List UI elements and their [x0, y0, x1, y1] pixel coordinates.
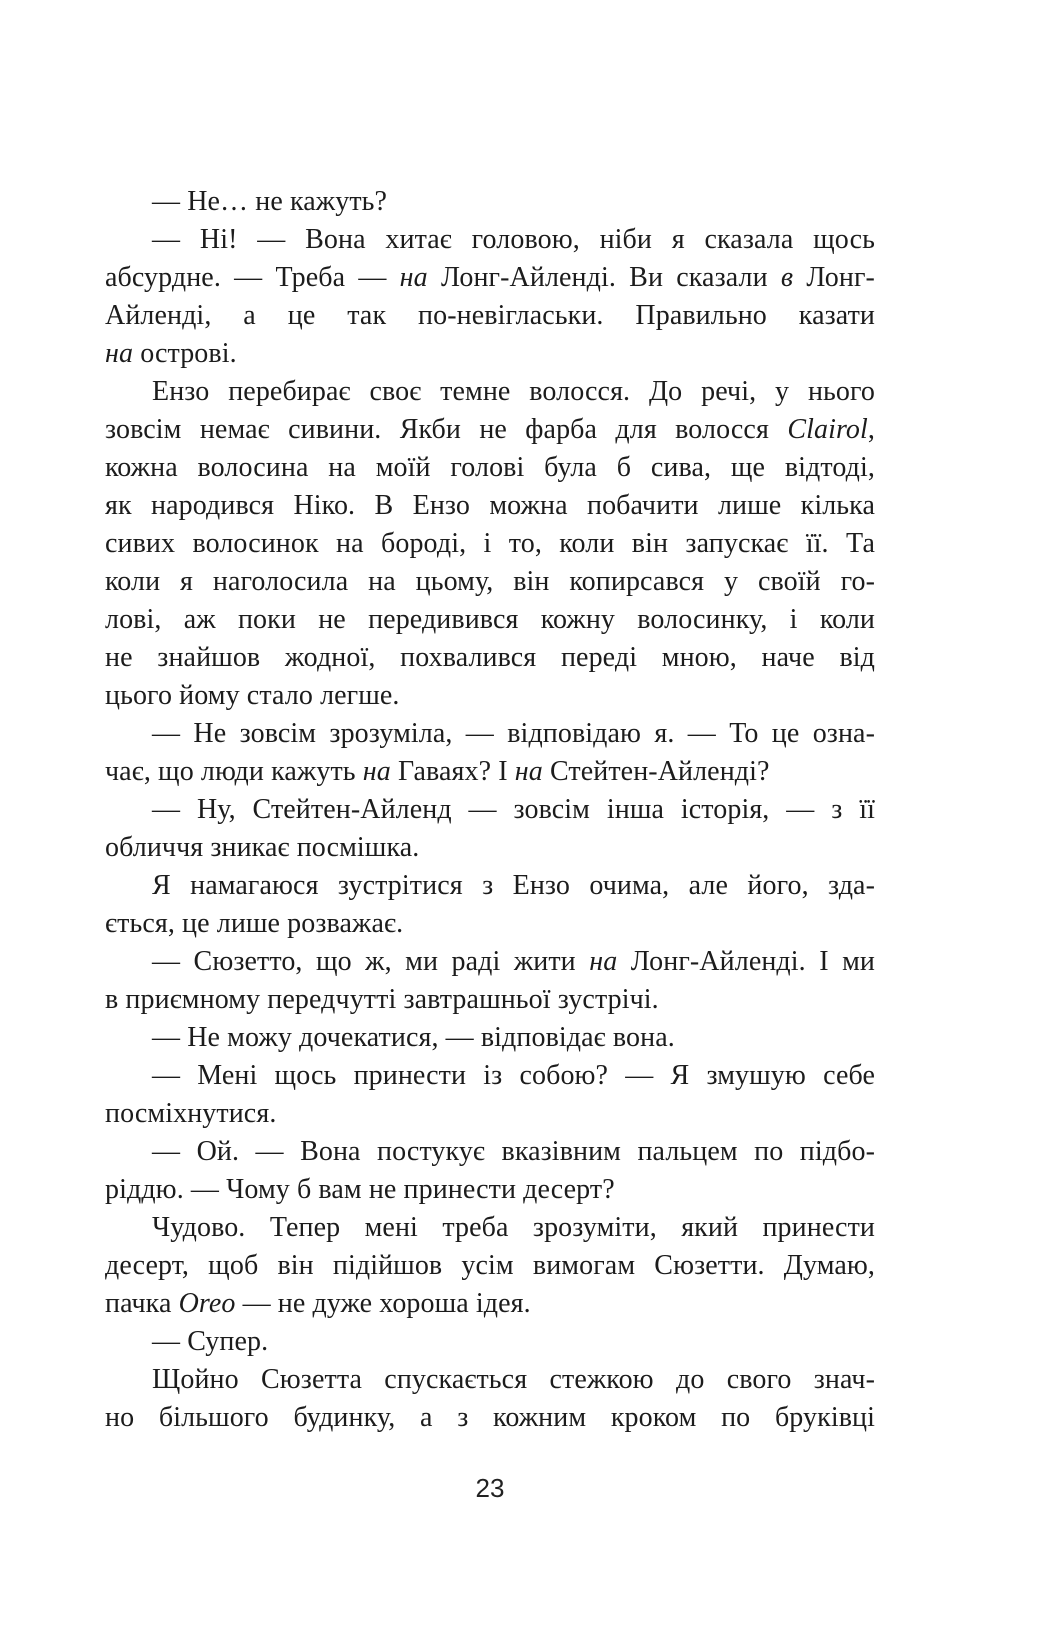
body-text: пачка [105, 1288, 179, 1319]
text-line [105, 829, 875, 867]
text-line [105, 1095, 875, 1133]
body-text: Лонг-Айленді. І ми [617, 946, 875, 977]
text-line [105, 221, 875, 259]
text-block [105, 183, 875, 1437]
text-line [105, 791, 875, 829]
italic-text: на [105, 338, 134, 369]
italic-text: в [780, 262, 794, 293]
italic-text: на [362, 756, 391, 787]
body-text: — Сюзетто, що ж, ми раді жити [152, 946, 590, 977]
body-text: кожна волосина на моїй голові була б сива, ще відтоді, [105, 452, 875, 483]
body-text: не знайшов жодної, похвалився переді мною, наче від [105, 642, 875, 673]
text-line [105, 449, 875, 487]
text-line [105, 1285, 875, 1323]
text-line [105, 1247, 875, 1285]
body-text: в приємному передчутті завтрашньої зустрічі. [105, 984, 659, 1015]
body-text: — Ну, Стейтен-Айленд — зовсім інша історія, — з її [152, 794, 875, 825]
body-text: — Не зовсім зрозуміла, — відповідаю я. — То це озна- [152, 718, 875, 749]
body-text: Лонг-Айленді. Ви сказали [427, 262, 781, 293]
body-text: Лонг- [793, 262, 875, 293]
body-text: — Не можу дочекатися, — відповідає вона. [152, 1022, 675, 1053]
text-line [105, 867, 875, 905]
body-text: зовсім немає сивини. Якби не фарба для волосся [105, 414, 788, 445]
body-text: ріддю. — Чому б вам не принести десерт? [105, 1174, 615, 1205]
body-text: Щойно Сюзетта спускається стежкою до свого знач- [152, 1364, 875, 1395]
text-line [105, 487, 875, 525]
body-text: Ензо перебирає своє темне волосся. До речі, у нього [152, 376, 875, 407]
body-text: Я намагаюся зустрітися з Ензо очима, але його, зда- [152, 870, 875, 901]
body-text: — Не… не кажуть? [152, 186, 388, 217]
text-line [105, 943, 875, 981]
text-line [105, 715, 875, 753]
text-line [105, 1057, 875, 1095]
text-line [105, 183, 875, 221]
body-text: Гаваях? І [390, 756, 515, 787]
text-line [105, 297, 875, 335]
body-text: , [867, 414, 875, 445]
body-text: Айленді, а це так по-невігласьки. Правильно казати [105, 300, 875, 331]
body-text: ється, це лише розважає. [105, 908, 404, 939]
text-line [105, 259, 875, 297]
text-line [105, 1209, 875, 1247]
text-line [105, 1399, 875, 1437]
body-text: но більшого будинку, а з кожним кроком по бруківці [105, 1402, 875, 1433]
body-text: острові. [133, 338, 237, 369]
text-line [105, 1019, 875, 1057]
body-text: — Супер. [152, 1326, 269, 1357]
text-line [105, 677, 875, 715]
text-line [105, 905, 875, 943]
body-text: чає, що люди кажуть [105, 756, 363, 787]
italic-text: Oreo [178, 1288, 236, 1319]
text-line [105, 373, 875, 411]
body-text: — не дуже хороша ідея. [235, 1288, 531, 1319]
body-text: абсурдне. — Треба — [105, 262, 400, 293]
body-text: цього йому стало легше. [105, 680, 400, 711]
text-line [105, 601, 875, 639]
italic-text: на [399, 262, 428, 293]
body-text: сивих волосинок на бороді, і то, коли він запускає її. Та [105, 528, 875, 559]
text-line [105, 563, 875, 601]
body-text: обличчя зникає посмішка. [105, 832, 420, 863]
italic-text: Clairol [787, 414, 868, 445]
italic-text: на [589, 946, 618, 977]
text-line [105, 1133, 875, 1171]
body-text: коли я наголосила на цьому, він копирсався у своїй го- [105, 566, 875, 597]
text-line [105, 411, 875, 449]
text-line [105, 335, 875, 373]
body-text: — Мені щось принести із собою? — Я змушую себе [152, 1060, 875, 1091]
body-text: Чудово. Тепер мені треба зрозуміти, який принести [152, 1212, 875, 1243]
body-text: посміхнутися. [105, 1098, 277, 1129]
text-line [105, 525, 875, 563]
text-line [105, 639, 875, 677]
italic-text: на [514, 756, 543, 787]
body-text: лові, аж поки не передивився кожну волосинку, і коли [105, 604, 875, 635]
text-line [105, 1323, 875, 1361]
text-line [105, 1171, 875, 1209]
body-text: десерт, щоб він підійшов усім вимогам Сюзетти. Думаю, [105, 1250, 875, 1281]
body-text: — Ой. — Вона постукує вказівним пальцем по підбо- [152, 1136, 875, 1167]
text-line [105, 1361, 875, 1399]
text-line [105, 981, 875, 1019]
body-text: — Ні! — Вона хитає головою, ніби я сказала щось [152, 224, 875, 255]
text-line [105, 753, 875, 791]
page-number: 23 [475, 1473, 505, 1503]
body-text: Стейтен-Айленді? [542, 756, 770, 787]
body-text: як народився Ніко. В Ензо можна побачити лише кілька [105, 490, 875, 521]
